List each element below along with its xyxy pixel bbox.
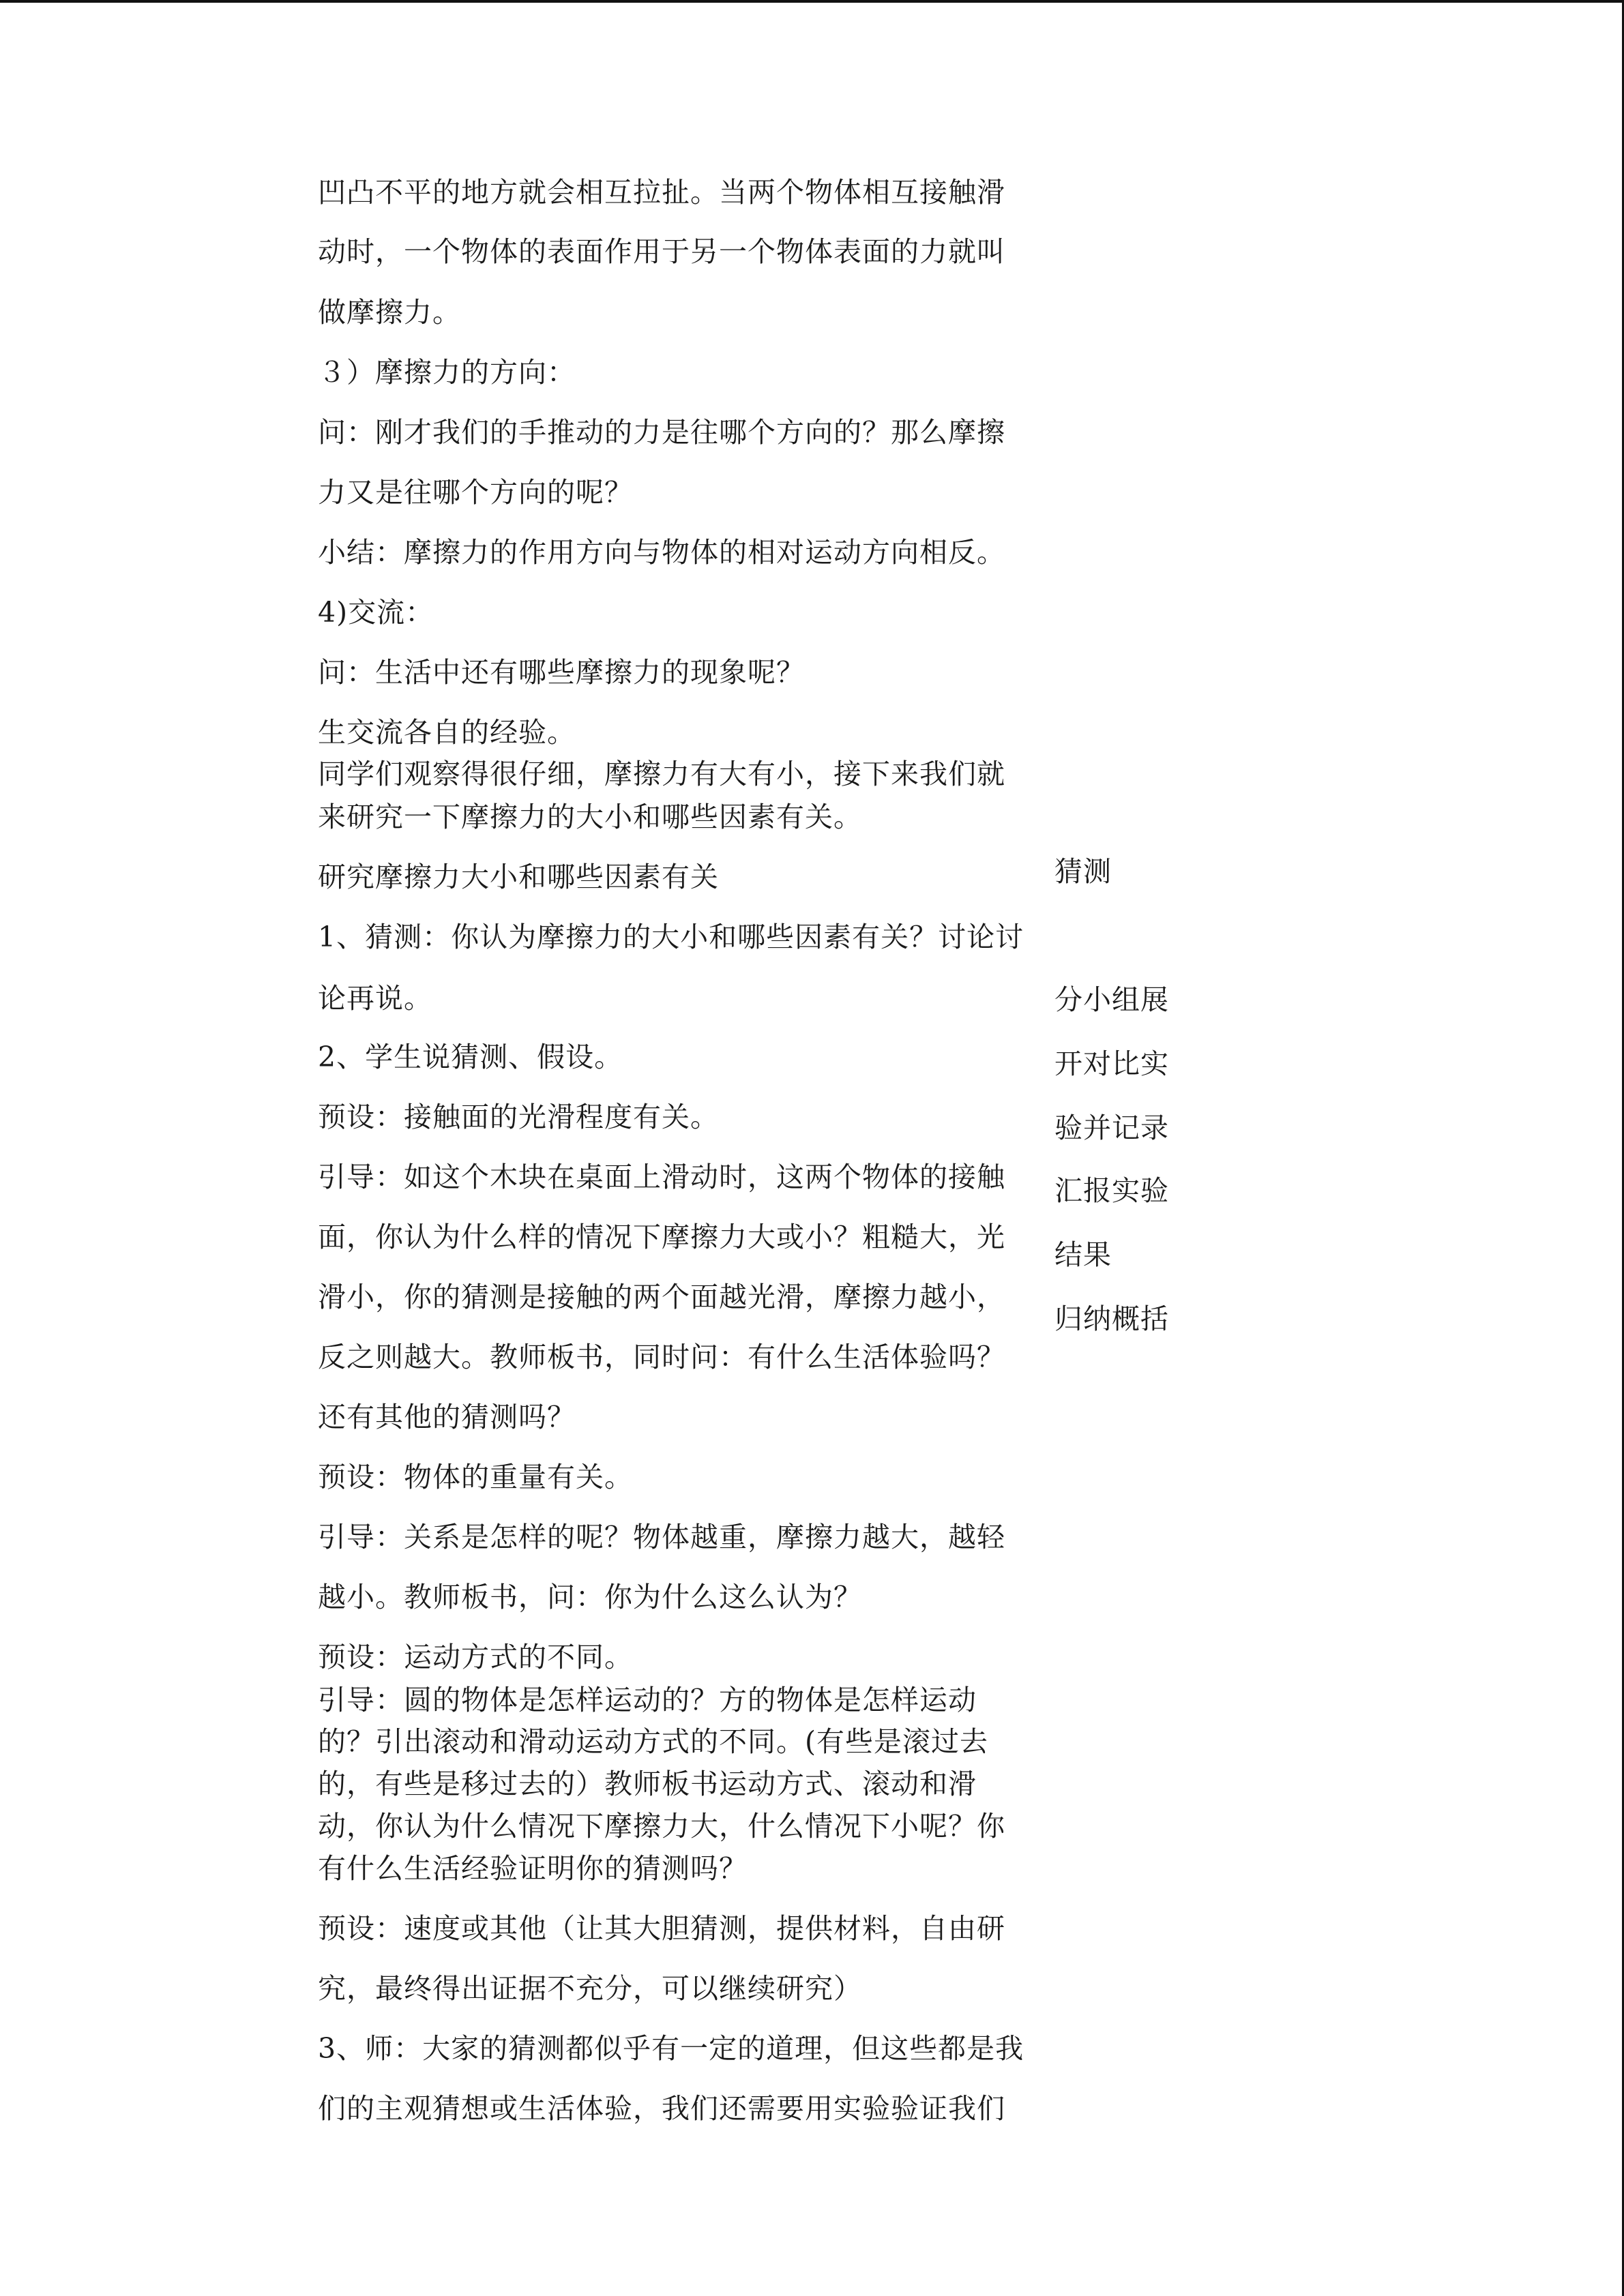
text-line: 预设：运动方式的不同。 [318,1641,633,1673]
text-line: 动时，一个物体的表面作用于另一个物体表面的力就叫 [318,235,1005,268]
text-line: 滑小，你的猜测是接触的两个面越光滑，摩擦力越小， [318,1281,1005,1313]
text-line: 引导：圆的物体是怎样运动的？方的物体是怎样运动 [318,1684,977,1716]
text-line: 同学们观察得很仔细，摩擦力有大有小，接下来我们就 [318,758,1005,790]
side-note: 汇报实验 [1054,1174,1169,1207]
text-line: 预设：物体的重量有关。 [318,1461,633,1493]
text-line: 动，你认为什么情况下摩擦力大，什么情况下小呢？你 [318,1810,1005,1843]
section-heading: 研究摩擦力大小和哪些因素有关 [318,861,719,893]
section-heading: 4)交流： [318,596,434,629]
side-note: 开对比实 [1054,1047,1169,1080]
text-line: 有什么生活经验证明你的猜测吗？ [318,1852,748,1885]
text-line: 问：生活中还有哪些摩擦力的现象呢？ [318,656,805,689]
text-line: 生交流各自的经验。 [318,716,576,749]
text-line: 力又是往哪个方向的呢？ [318,476,633,509]
text-line: 反之则越大。教师板书，同时问：有什么生活体验吗？ [318,1341,1005,1373]
text-line: 做摩擦力。 [318,296,461,329]
text-line: 的，有些是移过去的）教师板书运动方式、滚动和滑 [318,1768,977,1800]
side-note: 归纳概括 [1054,1302,1169,1335]
text-line: 预设：接触面的光滑程度有关。 [318,1101,719,1133]
text-line: 1、猜测：你认为摩擦力的大小和哪些因素有关？讨论讨 [318,921,1024,953]
side-note: 猜测 [1054,855,1112,888]
text-line: 们的主观猜想或生活体验，我们还需要用实验验证我们 [318,2092,1005,2125]
text-line: 的？引出滚动和滑动运动方式的不同。(有些是滚过去 [318,1725,988,1758]
text-line: 来研究一下摩擦力的大小和哪些因素有关。 [318,801,862,833]
text-line: 预设：速度或其他（让其大胆猜测，提供材料，自由研 [318,1912,1005,1945]
text-line: 还有其他的猜测吗？ [318,1401,576,1433]
side-note: 分小组展 [1054,983,1169,1016]
text-line: 论再说。 [318,982,432,1015]
side-note: 验并记录 [1054,1112,1169,1144]
side-note: 结果 [1054,1238,1112,1271]
text-line: 小结：摩擦力的作用方向与物体的相对运动方向相反。 [318,536,1005,569]
text-line: 2、学生说猜测、假设。 [318,1041,623,1073]
section-heading: ３）摩擦力的方向： [318,356,576,389]
text-line: 凹凸不平的地方就会相互拉扯。当两个物体相互接触滑 [318,176,1005,209]
text-line: 越小。教师板书，问：你为什么这么认为？ [318,1581,862,1613]
text-line: 引导：关系是怎样的呢？物体越重，摩擦力越大，越轻 [318,1521,1005,1553]
text-line: 3、师：大家的猜测都似乎有一定的道理，但这些都是我 [318,2032,1024,2065]
page-top-border [0,0,1624,3]
text-line: 面，你认为什么样的情况下摩擦力大或小？粗糙大，光 [318,1221,1005,1253]
text-line: 问：刚才我们的手推动的力是往哪个方向的？那么摩擦 [318,416,1005,449]
text-line: 引导：如这个木块在桌面上滑动时，这两个物体的接触 [318,1161,1005,1193]
text-line: 究，最终得出证据不充分，可以继续研究） [318,1972,862,2005]
